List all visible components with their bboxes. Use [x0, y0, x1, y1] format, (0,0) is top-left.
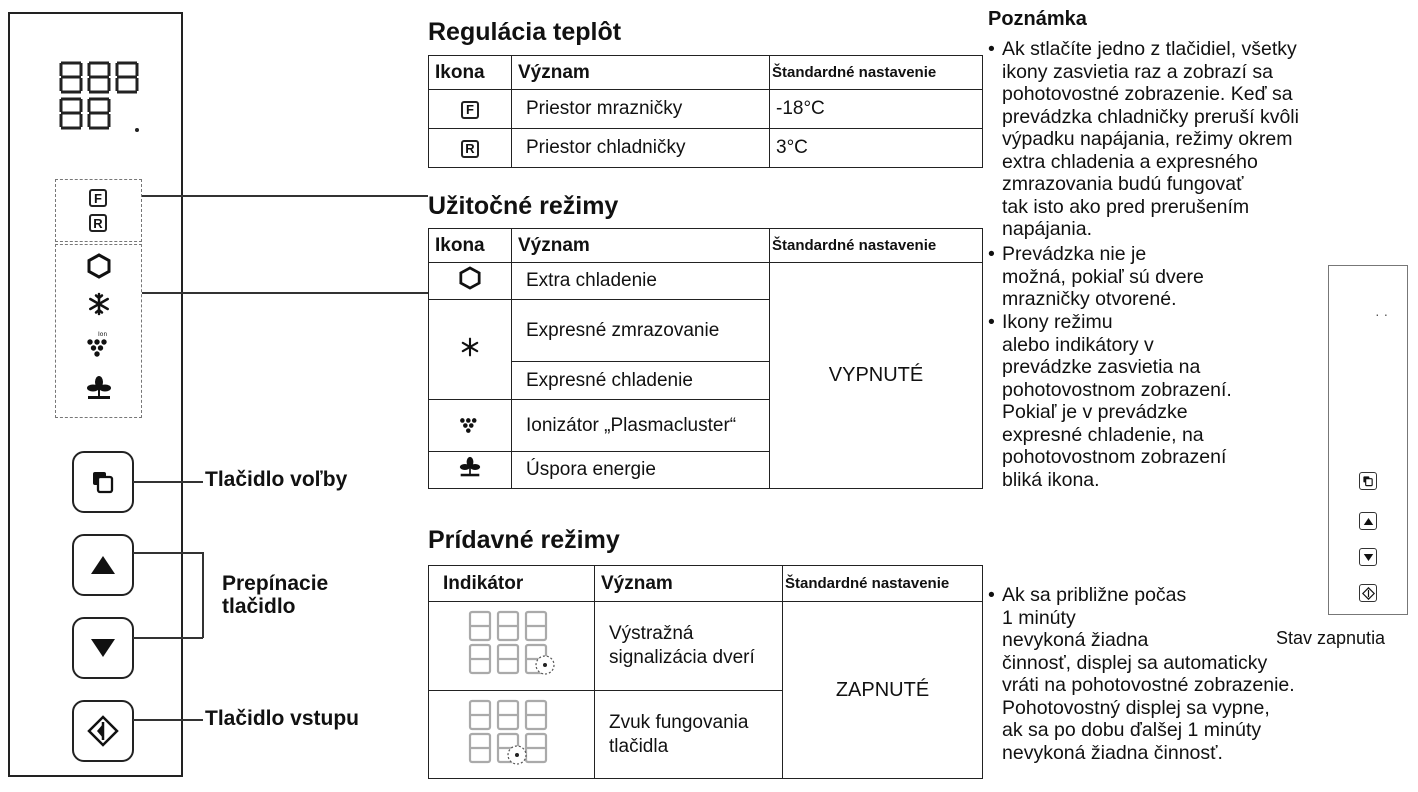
meaning-cell: Expresné chladenie — [512, 362, 770, 400]
note-item — [988, 243, 1318, 311]
freezer-f-icon — [89, 189, 107, 207]
mini-panel-caption: Stav zapnutia — [1276, 628, 1386, 648]
mini-panel-dots: · · — [1375, 306, 1389, 322]
meaning-cell: Extra chladenie — [512, 263, 770, 300]
col-header-standard: Štandardné nastavenie — [783, 566, 983, 602]
connector-line-select — [133, 481, 203, 483]
note-text: Ikony režimu alebo indikátory v prevádzke zasvietia na pohotovostnom zobrazení. Pokiaľ je v prevádzke expresné chladenie, na pohotovostnom zobrazení bliká ikona. — [1002, 311, 1232, 491]
hexagon-icon — [459, 266, 481, 290]
mini-up-icon — [1359, 512, 1377, 530]
toggle-button-label — [222, 572, 328, 618]
leaf-icon-cell — [429, 452, 512, 489]
additional-modes-standard-cell: ZAPNUTÉ — [783, 602, 983, 779]
note-text: Ak stlačíte jedno z tlačidiel, všetky ikony zasvietia raz a zobrazí sa pohotovostné zobrazenie. Keď sa prevádzka chladničky preruší kvôli výpadku napájania, režimy okrem extra chladenia a expresného zmrazovania budú fungovať tak isto ako pred prerušením napájania. — [1002, 38, 1299, 240]
snowflake-icon-cell — [429, 300, 512, 400]
note-bullet: • — [988, 38, 995, 60]
enter-button[interactable] — [72, 700, 134, 762]
up-button[interactable] — [72, 534, 134, 596]
fridge-r-icon-letter: R — [93, 215, 103, 231]
table-row — [429, 263, 983, 300]
mode-icon-group — [55, 244, 142, 418]
table-row — [429, 602, 983, 691]
notes-title: Poznámka — [988, 8, 1087, 30]
hexagon-icon — [87, 253, 111, 279]
ion-cluster-icon — [459, 410, 481, 436]
temperature-table — [428, 55, 983, 168]
connector-bracket-toggle — [202, 552, 204, 638]
temperature-icon-group — [55, 179, 142, 242]
col-header-meaning: Význam — [512, 56, 770, 90]
fridge-icon-cell — [429, 129, 512, 168]
standard-cell: 3°C — [770, 129, 983, 168]
snowflake-icon — [460, 337, 480, 357]
down-button[interactable] — [72, 617, 134, 679]
note-bullet: • — [988, 311, 995, 333]
table-row — [429, 90, 983, 129]
standard-cell: -18°C — [770, 90, 983, 129]
mini-panel-illustration — [1328, 265, 1408, 615]
useful-modes-table — [428, 228, 983, 489]
connector-line-enter — [133, 719, 203, 721]
note-item — [988, 38, 1413, 241]
meaning-cell: Úspora energie — [512, 452, 770, 489]
mini-enter-icon — [1359, 584, 1377, 602]
meaning-cell: Expresné zmrazovanie — [512, 300, 770, 362]
select-icon — [90, 469, 116, 495]
mini-select-icon — [1359, 472, 1377, 490]
toggle-label-line2: tlačidlo — [222, 595, 296, 618]
meaning-cell: Ionizátor „Plasmacluster“ — [512, 400, 770, 452]
triangle-up-icon — [89, 554, 117, 576]
additional-modes-table — [428, 565, 983, 779]
fridge-r-icon — [89, 214, 107, 232]
control-panel — [8, 12, 183, 777]
note-bullet: • — [988, 243, 995, 265]
note-text: Ak sa približne počas 1 minúty nevykoná žiadna činnosť, displej sa automaticky vráti na pohotovostné zobrazenie. Pohotovostný displej sa vypne, ak sa po dobu ďalšej 1 minúty nevykoná žiadna činnosť. — [1002, 584, 1295, 764]
additional-modes-section-title: Prídavné režimy — [428, 526, 620, 554]
note-item — [988, 311, 1328, 491]
select-button[interactable] — [72, 451, 134, 513]
connector-line-up — [133, 552, 203, 554]
connector-line-down — [133, 637, 203, 639]
temperature-section-title: Regulácia teplôt — [428, 18, 622, 46]
mini-down-icon — [1359, 548, 1377, 566]
col-header-icon: Ikona — [429, 229, 512, 263]
fridge-r-icon: R — [461, 140, 479, 158]
col-header-icon: Ikona — [429, 56, 512, 90]
useful-modes-section-title: Užitočné režimy — [428, 192, 619, 220]
meaning-cell: Priestor chladničky — [512, 129, 770, 168]
connector-line-temperature — [142, 195, 428, 197]
note-text: Prevádzka nie je možná, pokiaľ sú dvere mrazničky otvorené. — [1002, 243, 1204, 310]
meaning-cell: Zvuk fungovania tlačidla — [595, 691, 783, 779]
toggle-label-line1: Prepínacie — [222, 572, 329, 595]
leaf-icon — [459, 456, 481, 478]
svg-text:Ion: Ion — [98, 331, 108, 338]
enter-icon — [87, 715, 119, 747]
note-bullet: • — [988, 584, 995, 606]
freezer-icon-cell — [429, 90, 512, 129]
snowflake-icon — [87, 292, 111, 316]
segment-indicator-icon — [467, 698, 557, 766]
ion-icon-cell — [429, 400, 512, 452]
ion-cluster-icon — [86, 330, 112, 360]
triangle-down-icon — [89, 637, 117, 659]
meaning-cell: Výstražná signalizácia dverí — [595, 602, 783, 691]
door-alarm-indicator-cell — [429, 602, 595, 691]
col-header-indicator: Indikátor — [429, 566, 595, 602]
freezer-f-icon-letter: F — [94, 190, 102, 206]
button-sound-indicator-cell — [429, 691, 595, 779]
freezer-f-icon: F — [461, 101, 479, 119]
table-row — [429, 129, 983, 168]
enter-button-label: Tlačidlo vstupu — [205, 707, 360, 730]
col-header-standard: Štandardné nastavenie — [770, 229, 983, 263]
useful-modes-standard-cell: VYPNUTÉ — [770, 263, 983, 489]
segment-display — [58, 60, 148, 130]
meaning-cell: Priestor mrazničky — [512, 90, 770, 129]
connector-line-modes — [142, 292, 428, 294]
col-header-meaning: Význam — [595, 566, 783, 602]
select-button-label: Tlačidlo voľby — [205, 468, 348, 491]
col-header-meaning: Význam — [512, 229, 770, 263]
col-header-standard: Štandardné nastavenie — [770, 56, 983, 90]
hexagon-icon-cell — [429, 263, 512, 300]
leaf-icon — [86, 375, 112, 401]
segment-indicator-icon — [467, 609, 557, 677]
